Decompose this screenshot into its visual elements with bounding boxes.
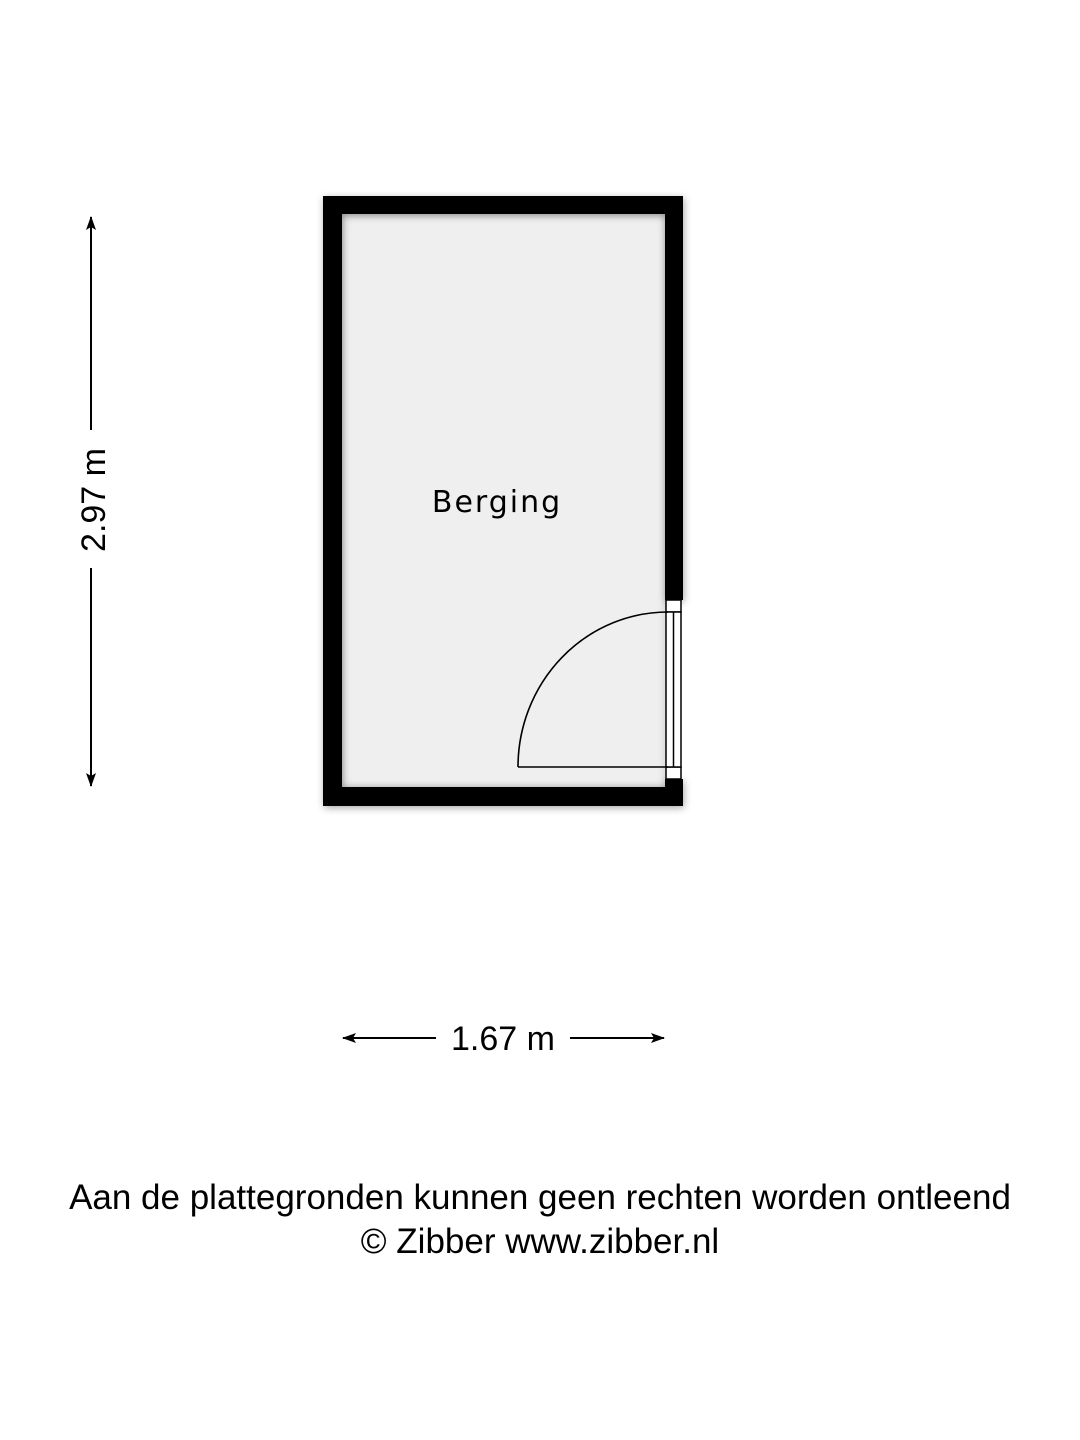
height-dimension <box>75 217 113 786</box>
wall-left <box>323 196 342 806</box>
width-dimension-label: 1.67 m <box>451 1020 555 1058</box>
room-label: Berging <box>431 485 563 520</box>
disclaimer-text: Aan de plattegronden kunnen geen rechten worden ontleend <box>69 1178 1011 1217</box>
width-dimension <box>343 1020 664 1058</box>
wall-top <box>323 196 683 214</box>
height-dimension-label: 2.97 m <box>75 448 113 552</box>
wall-right-upper <box>665 196 683 600</box>
wall-right-lower <box>665 779 683 806</box>
door-frame <box>666 600 681 779</box>
copyright-text: © Zibber www.zibber.nl <box>360 1222 720 1261</box>
wall-bottom <box>323 787 683 806</box>
